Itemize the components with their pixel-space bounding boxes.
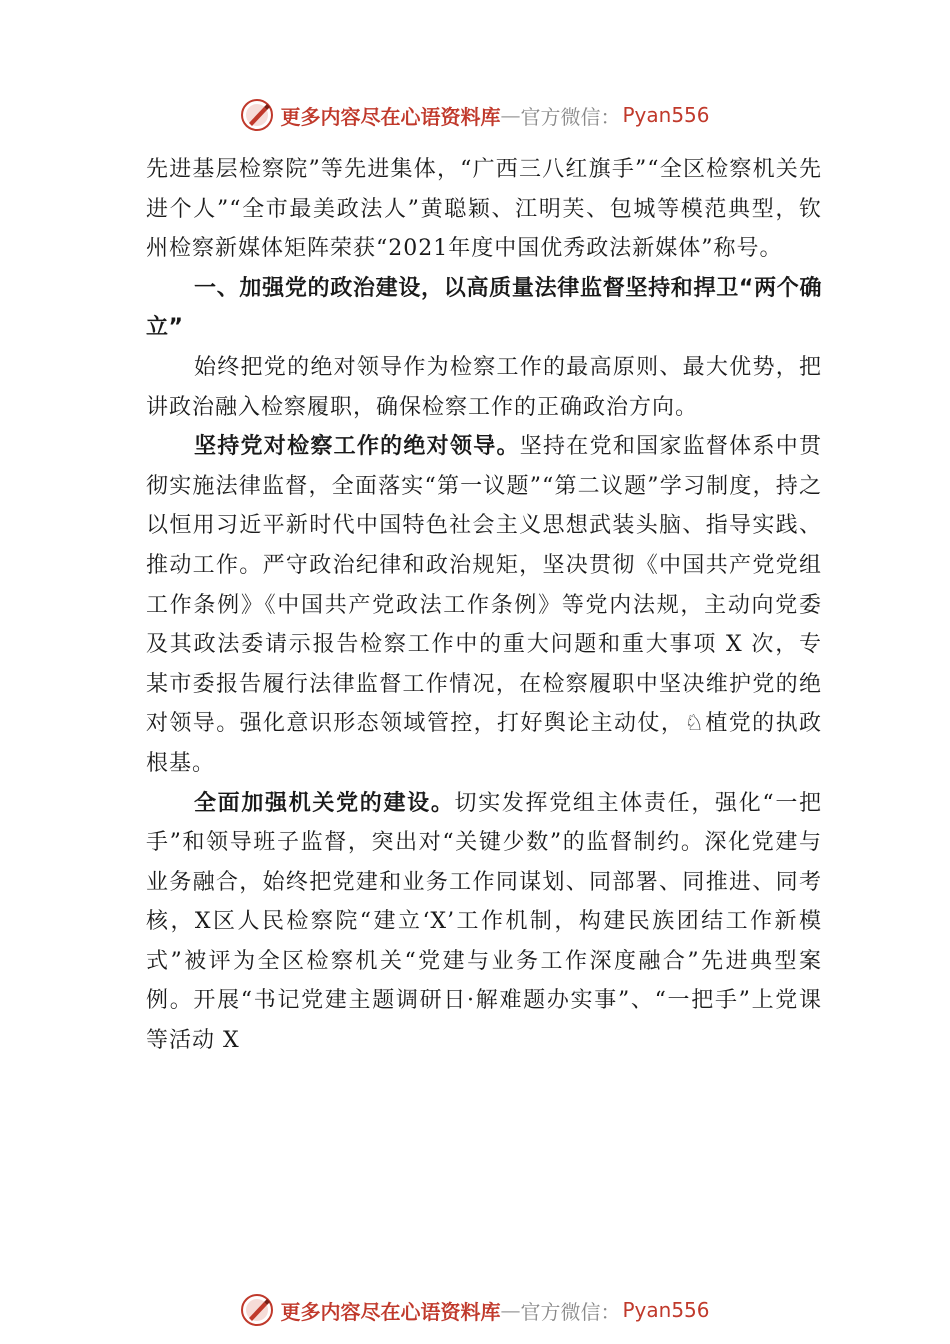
paragraph-body-party-building: 切实发挥党组主体责任，强化“一把手”和领导班子监督，突出对“关键少数”的监督制约。深化党建与业务融合，始终把党建和业务工作同谋划、同部署、同推进、同考核，X区人民检察院“建立‘X’工作机制，构建民族团结工作新模式”被评为全区检察机关“党建与业务工作深度融合”先进典型案例。开展“书记党建主题调研日·解难题办实事”、“一把手”上党课等活动 X: [146, 790, 822, 1054]
watermark-brand: 更多内容尽在心语资料库: [280, 1299, 501, 1324]
logo-icon: [240, 1293, 274, 1327]
watermark-wechat-label: 官方微信：: [520, 1299, 621, 1324]
paragraph-intro: 始终把党的绝对领导作为检察工作的最高原则、最大优势，把讲政治融入检察履职，确保检察工作的正确政治方向。: [146, 354, 822, 420]
paragraph-party-building: [146, 784, 822, 1061]
header-watermark: [0, 95, 950, 135]
paragraph-lead-party-building: 全面加强机关党的建设。: [194, 789, 455, 816]
document-body: [146, 150, 822, 1061]
watermark-wechat-id: Pyan556: [622, 103, 710, 127]
watermark-separator: —: [500, 103, 521, 127]
watermark-wechat-label: 官方微信：: [520, 104, 621, 129]
paragraph-body-party-leadership: 坚持在党和国家监督体系中贯彻实施法律监督，全面落实“第一议题”“第二议题”学习制度，持之以恒用习近平新时代中国特色社会主义思想武装头脑、指导实践、推动工作。严守政治纪律和政治规矩，坚决贯彻《中国共产党党组工作条例》《中国共产党政法工作条例》等党内法规，主动向党委及其政法委请示报告检察工作中的重大问题和重大事项 X 次，专某市委报告履行法律监督工作情况，在检察履职中坚决维护党的绝对领导。强化意识形态领域管控，打好舆论主动仗，♘植党的执政根基。: [146, 434, 822, 776]
watermark-wechat-id: Pyan556: [622, 1298, 710, 1322]
section-heading-1: 一、加强党的政治建设，以高质量法律监督坚持和捍卫“两个确立”: [146, 275, 822, 341]
paragraph-party-leadership: [146, 427, 822, 783]
watermark-separator: —: [500, 1298, 521, 1322]
logo-icon: [240, 98, 274, 132]
paragraph-lead-party-leadership: 坚持党对检察工作的绝对领导。: [194, 433, 520, 460]
paragraph-continuation: 先进基层检察院”等先进集体，“广西三八红旗手”“全区检察机关先进个人”“全市最美政法人”黄聪颖、江明芙、包城等模范典型，钦州检察新媒体矩阵荣获“2021年度中国优秀政法新媒体”称号。: [146, 157, 822, 262]
watermark-brand: 更多内容尽在心语资料库: [280, 104, 501, 129]
footer-watermark: [0, 1290, 950, 1330]
